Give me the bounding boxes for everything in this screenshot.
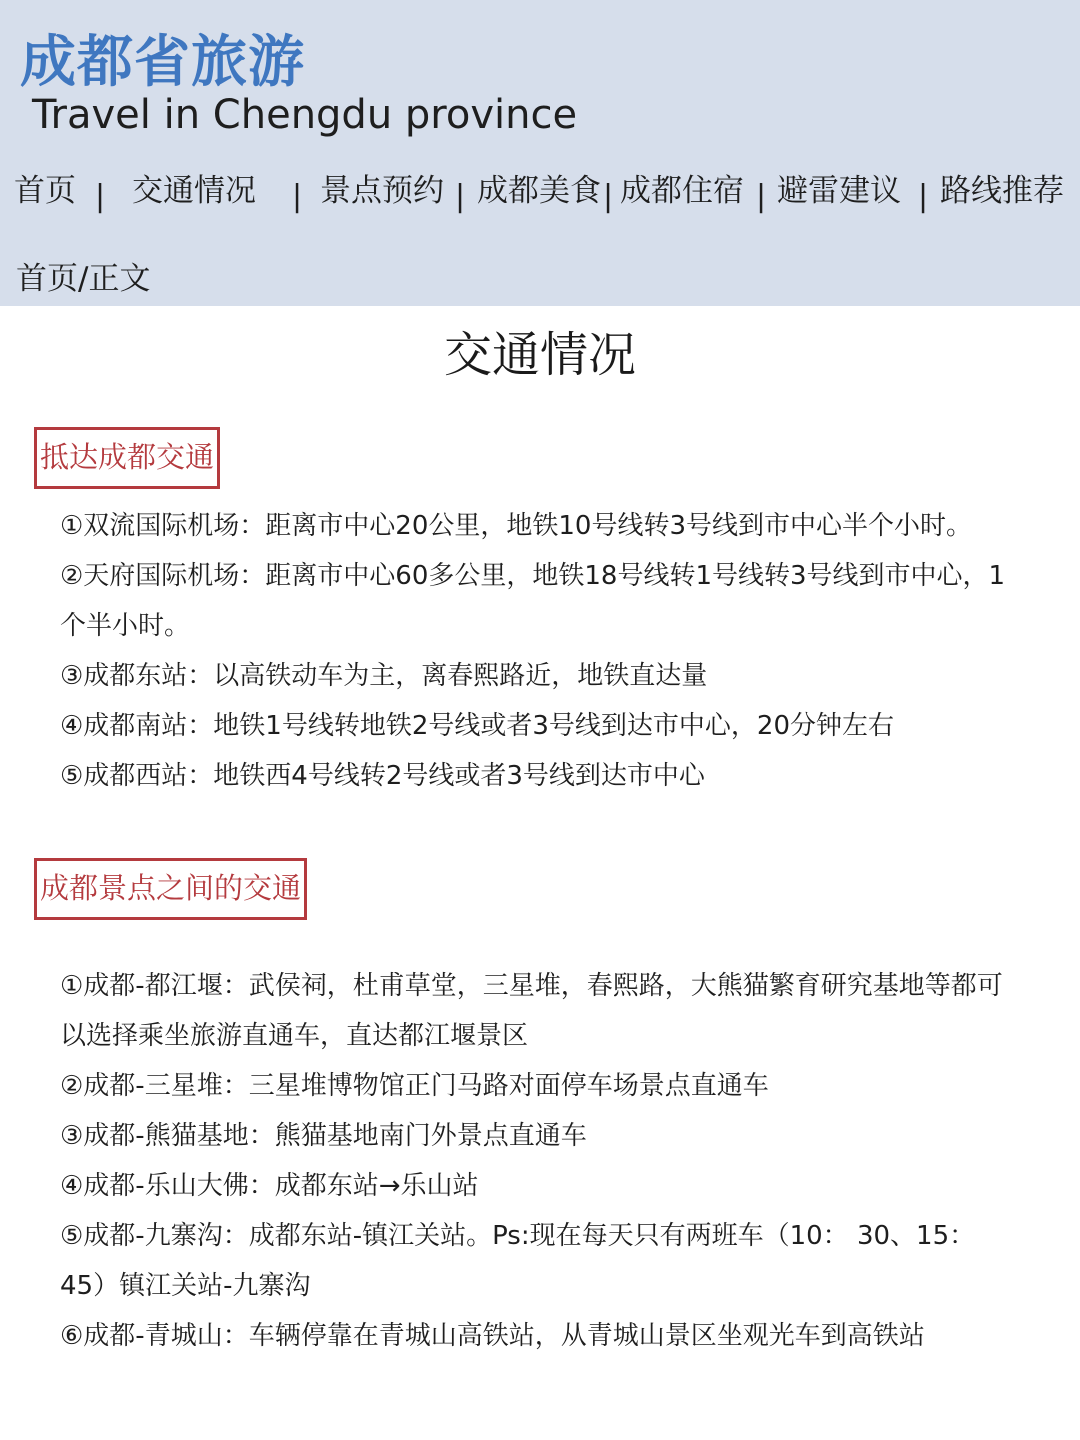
list-item: ③成都-熊猫基地：熊猫基地南门外景点直通车	[60, 1121, 587, 1151]
breadcrumb[interactable]: 首页/正文	[16, 261, 151, 297]
list-item: ⑤成都-九寨沟：成都东站-镇江关站。Ps:现在每天只有两班车（10： 30、15：	[60, 1221, 976, 1251]
nav-separator: |	[95, 179, 106, 214]
site-subtitle: Travel in Chengdu province	[32, 92, 578, 138]
nav-item-transport[interactable]: 交通情况	[132, 173, 256, 209]
list-item: ①双流国际机场：距离市中心20公里，地铁10号线转3号线到市中心半个小时。	[60, 511, 973, 541]
nav-item-tips[interactable]: 避雷建议	[777, 173, 901, 209]
nav-separator: |	[292, 179, 303, 214]
nav-item-food[interactable]: 成都美食	[477, 173, 601, 209]
list-item: ①成都-都江堰：武侯祠，杜甫草堂，三星堆，春熙路，大熊猫繁育研究基地等都可	[60, 971, 1003, 1001]
page-title: 交通情况	[443, 327, 636, 383]
list-item: ④成都南站：地铁1号线转地铁2号线或者3号线到达市中心，20分钟左右	[60, 711, 895, 741]
list-item: ⑥成都-青城山：车辆停靠在青城山高铁站，从青城山景区坐观光车到高铁站	[60, 1321, 925, 1351]
nav-item-accommodation[interactable]: 成都住宿	[620, 173, 744, 209]
list-item: ④成都-乐山大佛：成都东站→乐山站	[60, 1171, 479, 1201]
nav-bar	[0, 168, 1080, 218]
list-item-continuation: 个半小时。	[60, 611, 191, 641]
list-item: ②成都-三星堆：三星堆博物馆正门马路对面停车场景点直通车	[60, 1071, 769, 1101]
header	[0, 0, 1080, 306]
nav-separator: |	[455, 179, 466, 214]
nav-item-attraction-booking[interactable]: 景点预约	[320, 173, 444, 209]
nav-separator: |	[918, 179, 929, 214]
nav-separator: |	[756, 179, 767, 214]
list-item: ⑤成都西站：地铁西4号线转2号线或者3号线到达市中心	[60, 761, 705, 791]
list-item: ②天府国际机场：距离市中心60多公里，地铁18号线转1号线转3号线到市中心，1	[60, 561, 1006, 591]
list-item-continuation: 以选择乘坐旅游直通车，直达都江堰景区	[60, 1021, 529, 1051]
nav-separator: |	[603, 179, 614, 214]
section-heading-between-attractions: 成都景点之间的交通	[34, 858, 307, 920]
section-heading-arrival: 抵达成都交通	[34, 427, 220, 489]
site-title[interactable]: 成都省旅游	[20, 30, 305, 95]
list-item: ③成都东站：以高铁动车为主，离春熙路近，地铁直达量	[60, 661, 708, 691]
nav-item-home[interactable]: 首页	[14, 173, 76, 209]
nav-item-routes[interactable]: 路线推荐	[940, 173, 1064, 209]
list-item-continuation: 45）镇江关站-九寨沟	[60, 1271, 311, 1301]
